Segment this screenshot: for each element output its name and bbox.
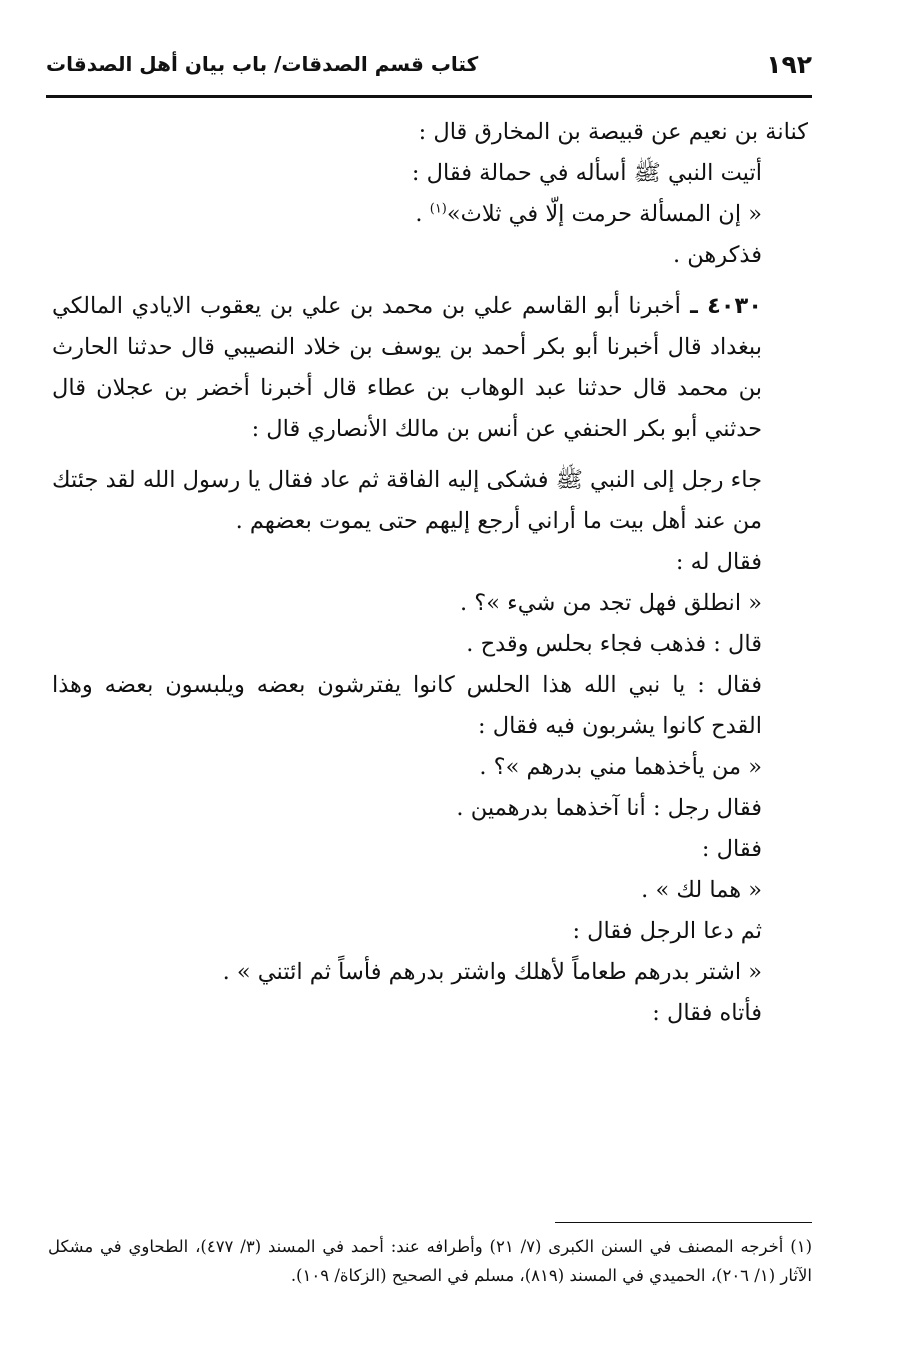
footnote-rule <box>555 1222 812 1223</box>
paragraph: فقال له : <box>675 549 762 575</box>
isnad-text: أخبرنا أبو القاسم علي بن محمد بن علي بن يعقوب الايادي المالكي ببغداد قال أخبرنا أبو بكر أحمد بن يوسف بن خلاد النصيبي قال حدثنا الحارث بن محمد قال حدثنا عبد الوهاب بن عطاء قال أخبرنا أخضر بن عجلان قال حدثني أبو بكر الحنفي عن أنس بن مالك الأنصاري قال : <box>52 293 762 442</box>
paragraph: « هما لك » . <box>641 877 762 903</box>
paragraph: فذكرهن . <box>673 242 762 268</box>
footnote-reference[interactable]: (١) <box>429 201 447 217</box>
hadith-number: ٤٠٣٠ ـ <box>680 293 762 319</box>
paragraph: فقال رجل : أنا آخذهما بدرهمين . <box>456 795 762 821</box>
paragraph: فأتاه فقال : <box>652 1000 762 1026</box>
footnotes <box>48 1232 812 1290</box>
paragraph: « اشتر بدرهم طعاماً لأهلك واشتر بدرهم فأساً ثم ائتني » . <box>222 959 762 985</box>
paragraph: قال : فذهب فجاء بحلس وقدح . <box>466 631 762 657</box>
page-header <box>46 50 812 96</box>
paragraph: كنانة بن نعيم عن قبيصة بن المخارق قال : <box>418 119 808 145</box>
page-number: ١٩٢ <box>766 50 812 79</box>
quote-end: . <box>415 201 430 227</box>
paragraph: « من يأخذهما مني بدرهم »؟ . <box>479 754 762 780</box>
paragraph: فقال : <box>701 836 762 862</box>
running-head: كتاب قسم الصدقات/ باب بيان أهل الصدقات <box>46 52 479 76</box>
paragraph <box>52 194 808 235</box>
hadith-paragraph <box>52 286 808 450</box>
footnote: (١) أخرجه المصنف في السنن الكبرى (٧/ ٢١) وأطرافه عند: أحمد في المسند (٣/ ٤٧٧)، الطحاوي في مشكل الآثار (١/ ٢٠٦)، الحميدي في المسند (٨١٩)، مسلم في الصحيح (الزكاة/ ١٠٩). <box>48 1237 812 1285</box>
paragraph: جاء رجل إلى النبي ﷺ فشكى إليه الفاقة ثم عاد فقال يا رسول الله لقد جئتك من عند أهل بيت ما أراني أرجع إليهم حتى يموت بعضهم . <box>52 467 762 534</box>
paragraph: « انطلق فهل تجد من شيء »؟ . <box>459 590 762 616</box>
quote-text: « إن المسألة حرمت إلّا في ثلاث» <box>446 201 762 227</box>
header-rule <box>46 95 812 98</box>
paragraph: ثم دعا الرجل فقال : <box>572 918 762 944</box>
paragraph: فقال : يا نبي الله هذا الحلس كانوا يفترشون بعضه ويلبسون بعضه وهذا القدح كانوا يشربون فيه فقال : <box>52 672 762 739</box>
paragraph: أتيت النبي ﷺ أسأله في حمالة فقال : <box>411 160 762 186</box>
main-text <box>52 112 808 1034</box>
